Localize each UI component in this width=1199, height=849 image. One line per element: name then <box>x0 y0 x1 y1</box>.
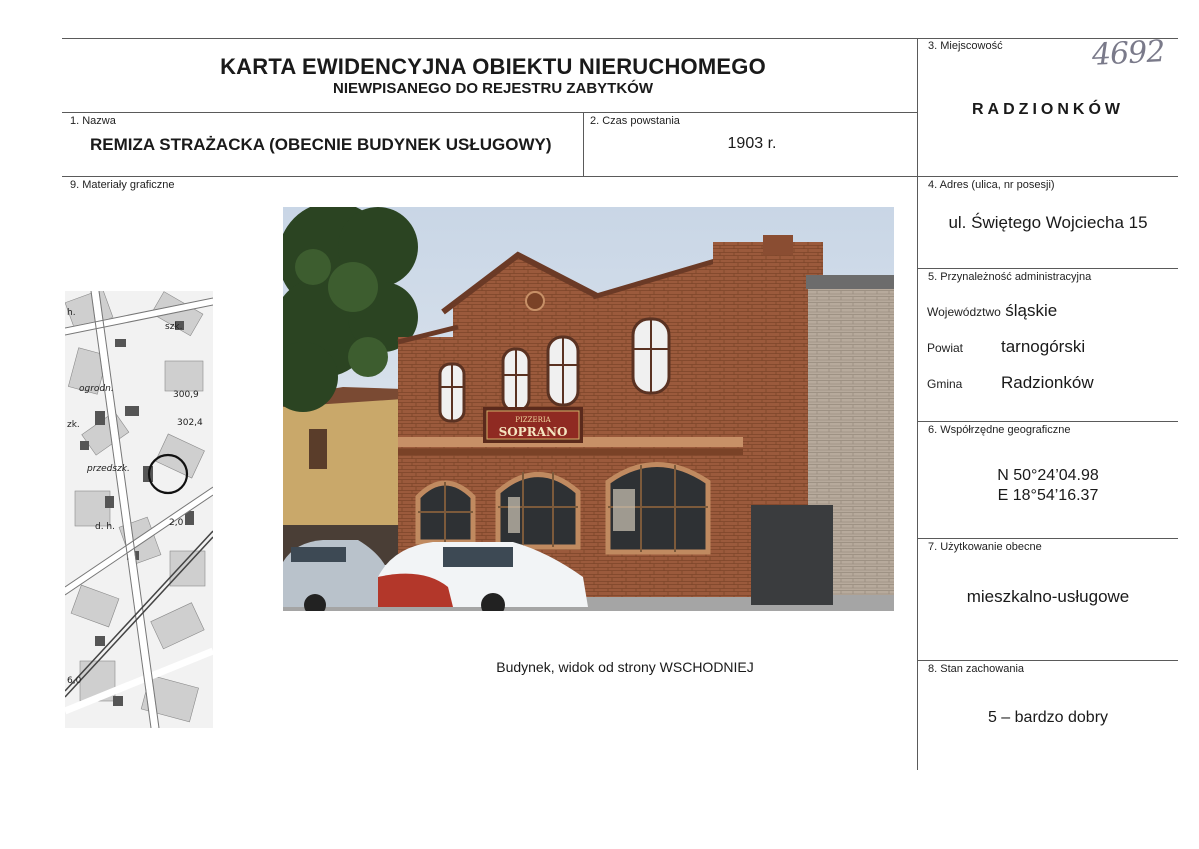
uzytkowanie-bottom-rule <box>918 660 1178 661</box>
map-label-h: h. <box>67 308 76 318</box>
wspolrzedne-bottom-rule <box>918 538 1178 539</box>
stan-value: 5 – bardzo dobry <box>987 709 1109 726</box>
materialy-label: 9. Materiały graficzne <box>70 179 175 191</box>
nazwa-label: 1. Nazwa <box>70 115 116 127</box>
building-photo <box>283 207 894 611</box>
map-label-20: 2,0 <box>169 518 184 528</box>
gmina-key: Gmina <box>927 377 963 391</box>
location-map <box>65 291 213 728</box>
top-rule <box>62 38 1178 39</box>
sign-line-2: SOPRANO <box>498 425 568 439</box>
card-subtitle: NIEWPISANEGO DO REJESTRU ZABYTKÓW <box>332 80 654 97</box>
miejscowosc-value: RADZIONKÓW <box>972 101 1124 118</box>
wspolrzedne-label: 6. Współrzędne geograficzne <box>928 424 1071 436</box>
przynaleznosc-bottom-rule <box>918 421 1178 422</box>
miejscowosc-label: 3. Miejscowość <box>928 40 1003 52</box>
uzytkowanie-label: 7. Użytkowanie obecne <box>928 541 1042 553</box>
latitude-value: N 50°24’04.98 <box>997 467 1099 484</box>
handwritten-number: 4692 <box>1091 34 1166 73</box>
adres-value: ul. Świętego Wojciecha 15 <box>948 213 1148 232</box>
stan-label: 8. Stan zachowania <box>928 663 1025 675</box>
powiat-value: tarnogórski <box>1001 337 1086 356</box>
uzytkowanie-value: mieszkalno-usługowe <box>966 587 1130 606</box>
gmina-value: Radzionków <box>1001 373 1094 392</box>
sign-line-1: PIZZERIA <box>515 416 551 424</box>
czas-value: 1903 r. <box>727 135 777 152</box>
card-title: KARTA EWIDENCYJNA OBIEKTU NIERUCHOMEGO <box>220 54 766 79</box>
header-bottom-rule <box>62 112 918 113</box>
map-label-60: 6,0 <box>67 676 82 686</box>
row1-bottom-rule <box>62 176 1178 177</box>
wojewodztwo-value: śląskie <box>1005 301 1058 320</box>
map-label-ogrodn: ogrodn. <box>79 384 114 394</box>
map-label-dh: d. h. <box>95 522 115 532</box>
map-label-przedszk: przedszk. <box>87 464 130 474</box>
photo-caption: Budynek, widok od strony WSCHODNIEJ <box>496 659 754 675</box>
adres-bottom-rule <box>918 268 1178 269</box>
czas-label: 2. Czas powstania <box>590 115 680 127</box>
adres-label: 4. Adres (ulica, nr posesji) <box>928 179 1055 191</box>
przynaleznosc-label: 5. Przynależność administracyjna <box>928 271 1092 283</box>
wojewodztwo-row <box>927 301 1057 321</box>
map-label-zk: zk. <box>67 420 80 430</box>
longitude-value: E 18°54’16.37 <box>997 487 1099 504</box>
powiat-key: Powiat <box>927 341 964 355</box>
nazwa-value: REMIZA STRAŻACKA (OBECNIE BUDYNEK USŁUGOWY) <box>90 135 552 154</box>
wojewodztwo-key: Województwo <box>927 305 1001 319</box>
map-label-3009: 300,9 <box>173 390 199 400</box>
map-label-3024: 302,4 <box>177 418 203 428</box>
map-label-szk: szk. <box>165 322 183 332</box>
